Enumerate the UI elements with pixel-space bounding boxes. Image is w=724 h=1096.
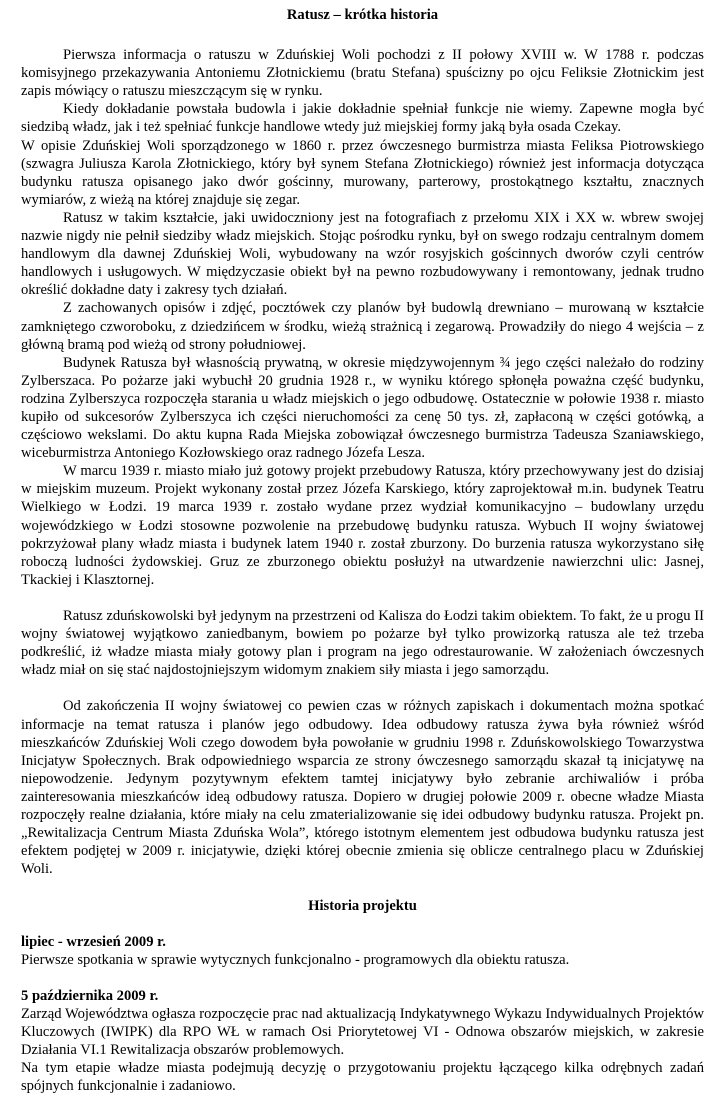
spacer [21, 915, 704, 933]
entry-date-2: 5 października 2009 r. [21, 987, 159, 1004]
paragraph-3: W opisie Zduńskiej Woli sporządzonego w 1860 r. przez ówczesnego burmistrza miasta Feliksa Piotrowskiego (szwagra Juliusza Karola Złotnickiego, który był synem Stefana Złotnickiego) również jest informacja dotycząca budynku ratusza opisanego jako dwór gościnny, murowany, parterowy, prostokątnego kształtu, znacznych wymiarów, z wieżą na której znajduje się zegar. [21, 137, 704, 208]
spacer [21, 969, 704, 987]
paragraph-1: Pierwsza informacja o ratuszu w Zduńskiej Woli pochodzi z II połowy XVIII w. W 1788 r. podczas komisyjnego przekazywania Antoniemu Złotnickiemu (bratu Stefana) spuścizny po ojcu Feliksie Złotnickim jest zapis mówiący o ratuszu mieszczącym się w rynku. [21, 47, 704, 100]
paragraph-7: W marcu 1939 r. miasto miało już gotowy projekt przebudowy Ratusza, który przechowywany jest do dzisiaj w miejskim muzeum. Projekt wykonany został przez Józefa Karskiego, który zaprojektował m.in. budynek Teatru Wielkiego w Łodzi. 19 marca 1939 r. zostało wydane przez wydział komunikacyjno – budowlany urzędu wojewódzkiego w Łodzi stosowne pozwolenie na przebudowę budynku ratusza. Wybuch II wojny światowej pokrzyżował plany władz miasta i budynek latem 1940 r. został zburzony. Do burzenia ratusza wykorzystano siłę roboczą ludności żydowskiej. Gruz ze zburzonego obiektu posłużył na utwardzenie nawierzchni ulic: Jasnej, Tkackiej i Klasztornej. [21, 463, 704, 588]
spacer [21, 878, 704, 896]
spacer [21, 589, 704, 607]
paragraph-8: Ratusz zduńskowolski był jedynym na przestrzeni od Kalisza do Łodzi takim obiektem. To fakt, że u progu II wojny światowej wyjątkowo zaniedbanym, bowiem po pożarze był tylko prowizorką ratusza ale też trzeba podkreślić, iż władze miasta miały gotowy plan i program na jego odrestaurowanie. W założeniach ówczesnych władz miał on się stać najdostojniejszym widomym znakiem siły miasta i jego samorządu. [21, 608, 704, 679]
section-title-historia-projektu: Historia projektu [308, 897, 417, 914]
paragraph-4: Ratusz w takim kształcie, jaki uwidoczniony jest na fotografiach z przełomu XIX i XX w. wbrew swojej nazwie nigdy nie pełnił siedziby władz miejskich. Stojąc pośrodku rynku, był on swego rodzaju centralnym domem handlowym dla dawnej Zduńskiej Woli, wybudowany na wzór rosyjskich gościnnych dworów czyli centrów handlowych i usługowych. W międzyczasie obiekt był na pewno rozbudowywany i remontowany, jednak trudno określić dokładne daty i zakresy tych działań. [21, 209, 704, 299]
paragraph-9: Od zakończenia II wojny światowej co pewien czas w różnych zapiskach i dokumentach można spotkać informacje na temat ratusza i planów jego odbudowy. Idea odbudowy ratusza żywa była również wśród mieszkańców Zduńskiej Woli czego dowodem była powołanie w grudniu 1998 r. Zduńskowolskiego Towarzystwa Inicjatyw Społecznych. Brak odpowiedniego wsparcia ze strony ówczesnego samorządu skazał tą inicjatywę na niepowodzenie. Jedynym pozytywnym efektem tamtej inicjatywy było zebranie archiwaliów i próba zainteresowania mieszkańców ideą odbudowy ratusza. Dopiero w drugiej połowie 2009 r. obecne władze Miasta rozpoczęły realne działania, które miały na celu zmaterializowanie się idei odbudowy budynku ratusza. Projekt pn. „Rewitalizacja Centrum Miasta Zduńska Wola”, którego istotnym elementem jest odbudowa budynku ratusza jest efektem podjętej w 2009 r. inicjatywie, dzięki której obecnie zmienia się oblicze centralnego placu w Zduńskiej Woli. [21, 698, 704, 878]
entry-text-2b: Na tym etapie władze miasta podejmują decyzję o przygotowaniu projektu łączącego kilka odrębnych zadań spójnych funkcjonalnie i zadaniowo. [21, 1060, 704, 1095]
paragraph-2: Kiedy dokładanie powstała budowla i jakie dokładnie spełniał funkcje nie wiemy. Zapewne mogła być siedzibą władz, jak i też spełniać funkcje handlowe wtedy już miejskiej formy jaką była osada Czekay. [21, 101, 704, 136]
document-title: Ratusz – krótka historia [286, 7, 439, 23]
paragraph-6: Budynek Ratusza był własnością prywatną, w okresie międzywojennym ¾ jego części należało do rodziny Zylberszaca. Po pożarze jaki wybuchł 20 grudnia 1928 r., w wyniku którego spłonęła poważna część budynku, rodzina Zylberszyca rozpoczęła starania u władz miejskich o jego odbudowę. Ostatecznie w połowie 1938 r. miasto kupiło od sukcesorów Zylberszyca ich części nieruchomości za cenę 50 tys. zł, zapłaconą w części gotówką, a częściowo wekslami. Do aktu kupna Rada Miejska zobowiązał ówczesnego burmistrza Tadeusza Szaniawskiego, wiceburmistrza Antoniego Kozłowskiego oraz radnego Józefa Lesza. [21, 354, 704, 462]
entry-text-2a: Zarząd Województwa ogłasza rozpoczęcie prac nad aktualizacją Indykatywnego Wykazu Indywidualnych Projektów Kluczowych (IWIPK) dla RPO WŁ w ramach Osi Priorytetowej VI - Odnowa obszarów miejskich, w zakresie Działania VI.1 Rewitalizacja obszarów problemowych. [21, 1006, 704, 1059]
spacer [21, 679, 704, 697]
entry-text-1: Pierwsze spotkania w sprawie wytycznych funkcjonalno - programowych dla obiektu ratusza. [21, 951, 570, 968]
paragraph-5: Z zachowanych opisów i zdjęć, pocztówek czy planów był budowlą drewniano – murowaną w kształcie zamkniętego czworoboku, z dziedzińcem w środku, wieżą strażnicą i zegarową. Prowadziły do niego 4 wejścia – z główną bramą pod wieżą od strony południowej. [21, 300, 704, 353]
entry-date-1: lipiec - wrzesień 2009 r. [21, 933, 166, 950]
